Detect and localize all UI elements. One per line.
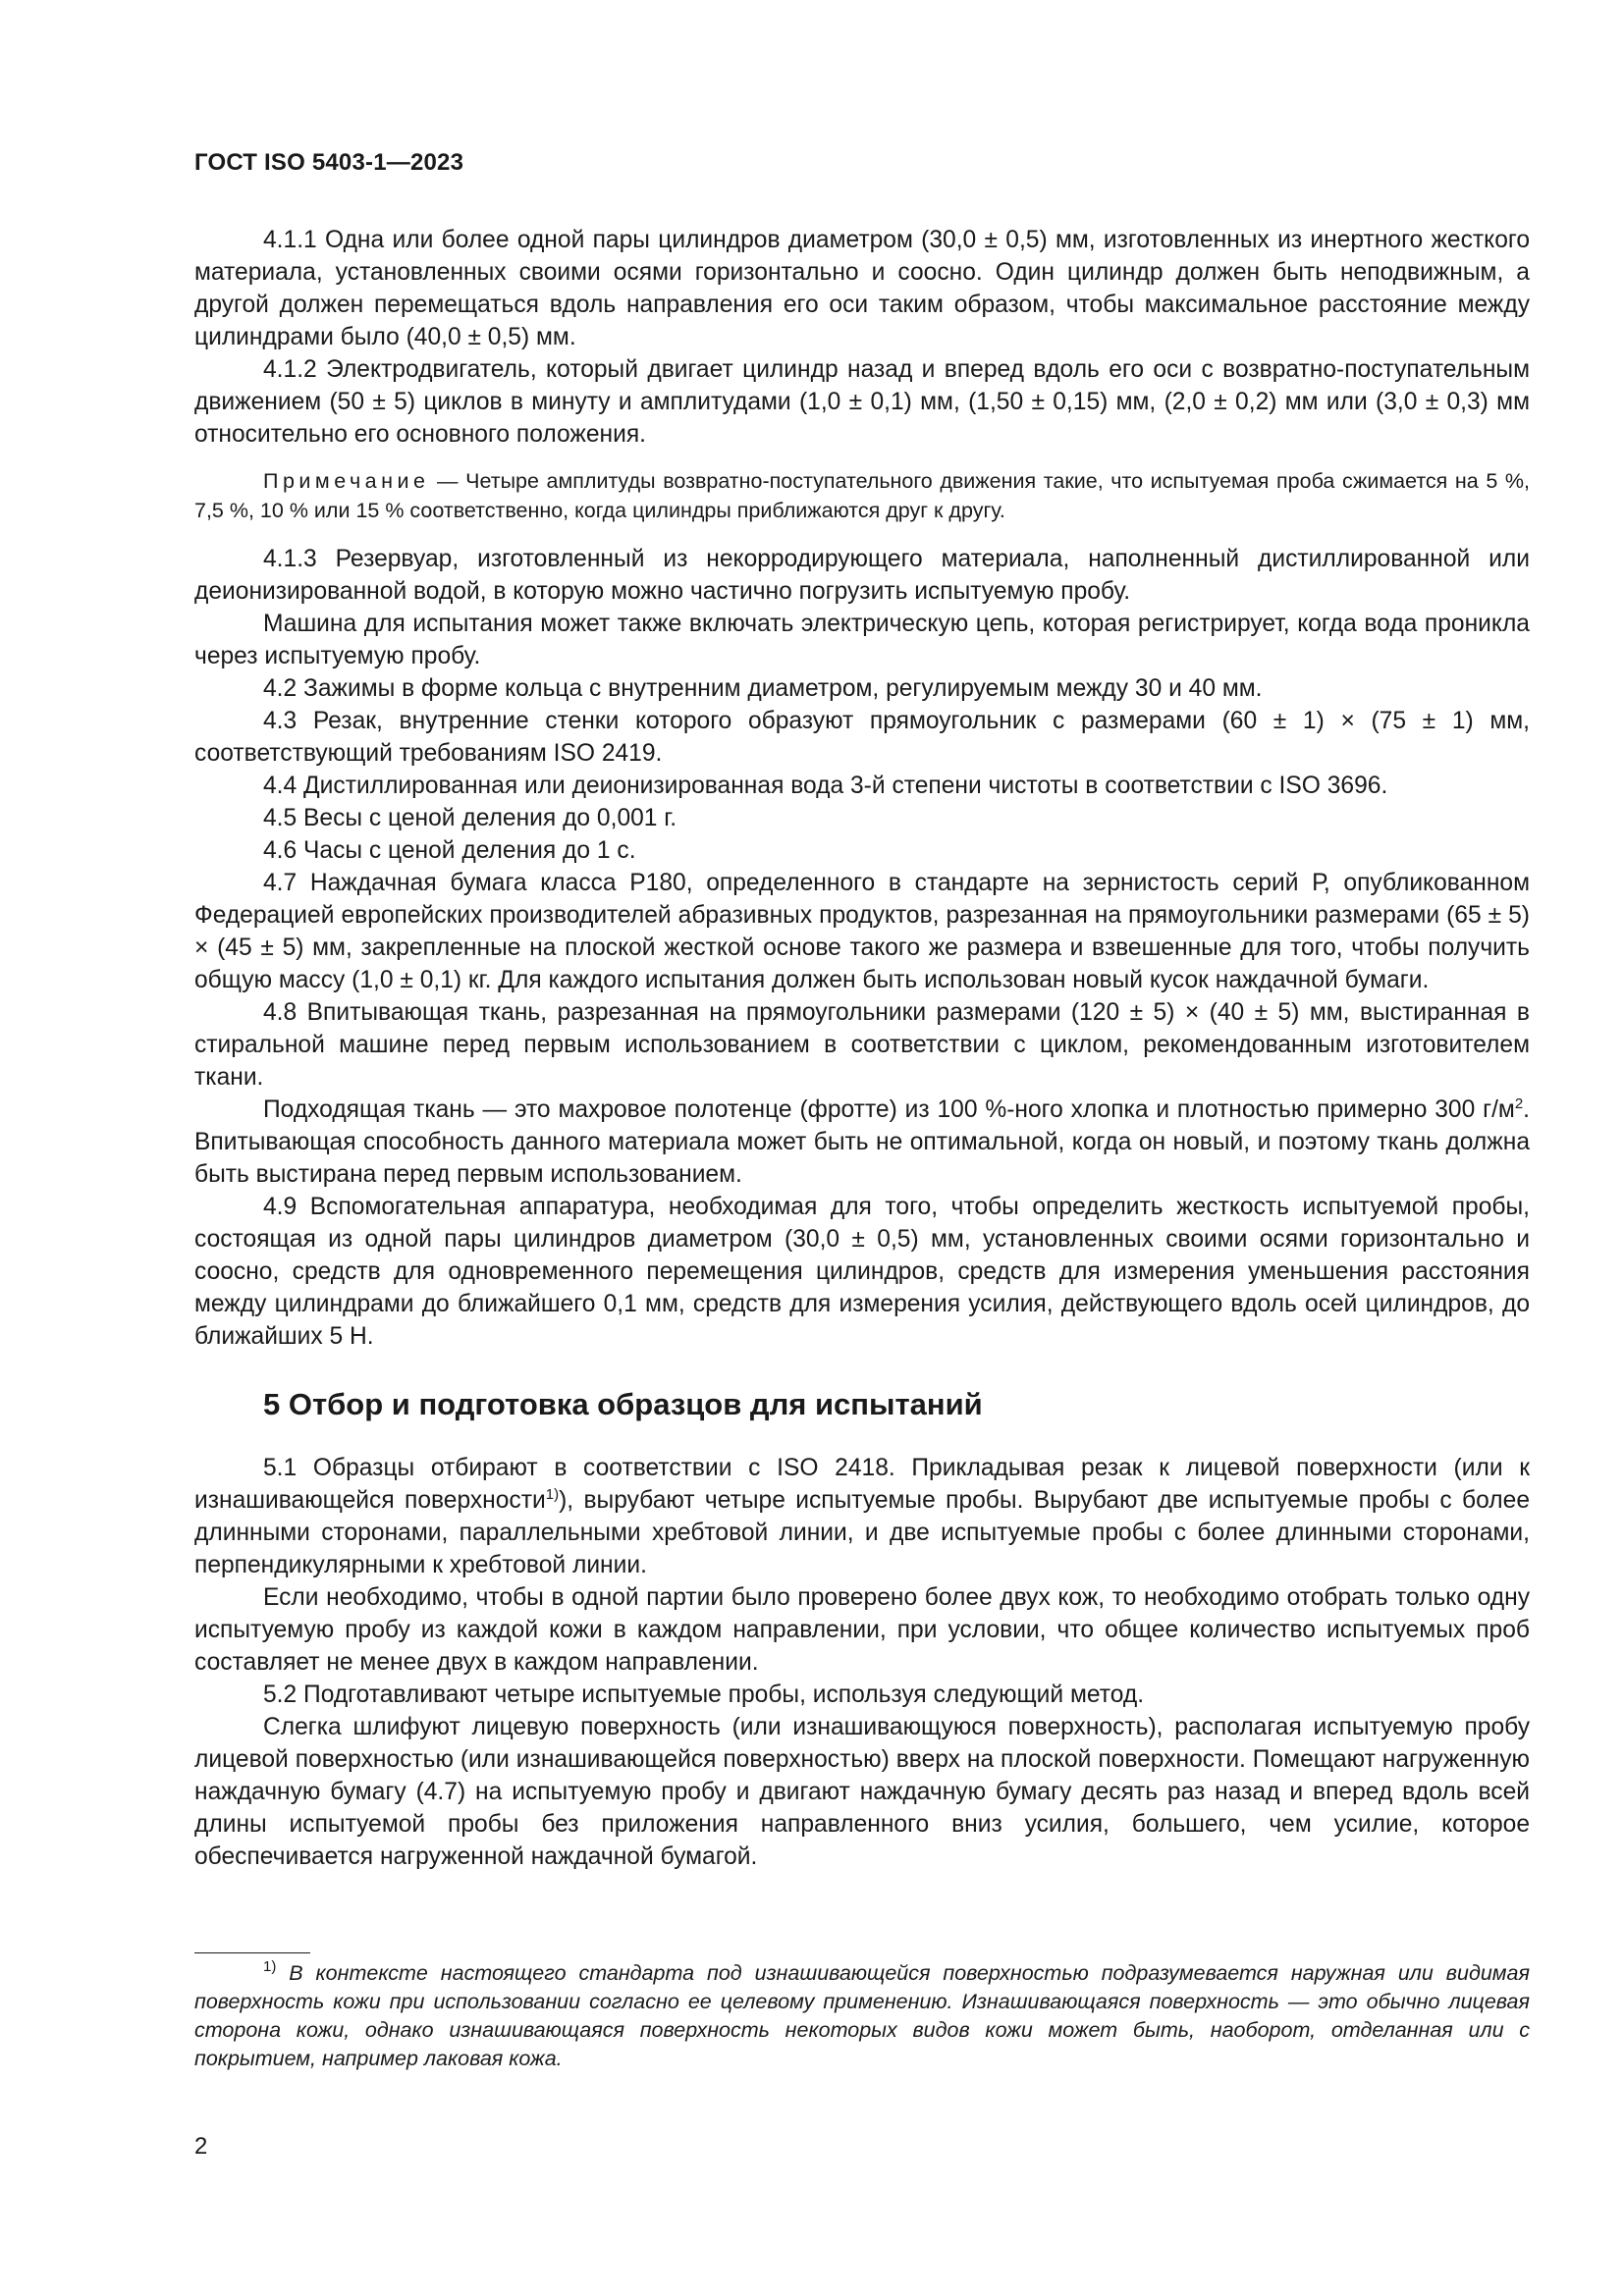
paragraph-4-9: 4.9 Вспомогательная аппаратура, необходимая для того, чтобы определить жесткость испытуемой пробы, состоящая из одной пары цилиндров диаметром (30,0 ± 0,5) мм, установленных своими осями горизонтально и соосно, средств для одновременного перемещения цилиндров, средств для измерения уменьшения расстояния между цилиндрами до ближайшего 0,1 мм, средств для измерения усилия, действующего вдоль осей цилиндров, до ближайших 5 Н. [194,1194,1530,1350]
paragraph-4-8-continued [194,1094,1530,1191]
note-text: — Четыре амплитуды возвратно-поступательного движения такие, что испытуемая проба сжимается на 5 %, 7,5 %, 10 % или 15 % соответственно, когда цилиндры приближаются друг к другу. [194,469,1530,522]
paragraph-4-5: 4.5 Весы с ценой деления до 0,001 г. [263,805,677,831]
footnote-divider [194,1952,310,1953]
paragraph-4-1-1: 4.1.1 Одна или более одной пары цилиндров диаметром (30,0 ± 0,5) мм, изготовленных из инертного жесткого материала, установленных своими осями горизонтально и соосно. Один цилиндр должен быть неподвижным, а другой должен перемещаться вдоль направления его оси таким образом, чтобы максимальное расстояние между цилиндрами было (40,0 ± 0,5) мм. [194,227,1530,350]
paragraph-5-1-text-a: 5.1 Образцы отбирают в соответствии с ISO 2418. Прикладывая резак к лицевой поверхности (или к изнашивающейся поверхности [194,1455,1530,1514]
footnote-text: В контексте настоящего стандарта под изнашивающейся поверхностью подразумевается наружная или видимая поверхность кожи при использовании согласно ее целевому применению. Изнашивающаяся поверхность — это обычно лицевая сторона кожи, однако изнашивающаяся поверхность некоторых видов кожи может быть, наоборот, отделанная или с покрытием, например лаковая кожа. [194,1961,1530,2070]
paragraph-4-1-3: 4.1.3 Резервуар, изготовленный из некорродирующего материала, наполненный дистиллированной или деионизированной водой, в которую можно частично погрузить испытуемую пробу. [194,546,1530,605]
paragraph-5-1-continued: Если необходимо, чтобы в одной партии было проверено более двух кож, то необходимо отобрать только одну испытуемую пробу из каждой кожи в каждом направлении, при условии, что общее количество испытуемых проб составляет не менее двух в каждом направлении. [194,1584,1530,1676]
body-text [194,224,1530,1873]
page-number: 2 [194,2133,208,2160]
footnote-reference: 1) [545,1486,560,1503]
note [194,466,1530,525]
superscript-2: 2 [1514,1095,1524,1112]
paragraph-4-1-2: 4.1.2 Электродвигатель, который двигает цилиндр назад и вперед вдоль его оси с возвратно-поступательным движением (50 ± 5) циклов в минуту и амплитудами (1,0 ± 0,1) мм, (1,50 ± 0,15) мм, (2,0 ± 0,2) мм или (3,0 ± 0,3) мм относительно его основного положения. [194,356,1530,448]
paragraph-5-1 [194,1452,1530,1581]
paragraph-4-3: 4.3 Резак, внутренние стенки которого образуют прямоугольник с размерами (60 ± 1) × (75 ± 1) мм, соответствующий требованиям ISO 2419. [194,708,1530,767]
paragraph-4-4: 4.4 Дистиллированная или деионизированная вода 3-й степени чистоты в соответствии с ISO 3696. [263,773,1388,799]
footnote-1 [194,1959,1530,2073]
paragraph-4-6: 4.6 Часы с ценой деления до 1 с. [263,837,636,864]
paragraph-5-2: 5.2 Подготавливают четыре испытуемые пробы, используя следующий метод. [263,1682,1145,1708]
paragraph-4-8: 4.8 Впитывающая ткань, разрезанная на прямоугольники размерами (120 ± 5) × (40 ± 5) мм, выстиранная в стиральной машине перед первым использованием в соответствии с циклом, рекомендованным изготовителем ткани. [194,999,1530,1091]
paragraph-4-1-3-continued: Машина для испытания может также включать электрическую цепь, которая регистрирует, когда вода проникла через испытуемую пробу. [194,611,1530,669]
document-header: ГОСТ ISO 5403-1—2023 [194,149,464,176]
footnote-mark: 1) [263,1958,277,1975]
footnote [194,1959,1530,2073]
paragraph-4-7: 4.7 Наждачная бумага класса Р180, определенного в стандарте на зернистость серий Р, опубликованном Федерацией европейских производителей абразивных продуктов, разрезанная на прямоугольники размерами (65 ± 5) × (45 ± 5) мм, закрепленные на плоской жесткой основе такого же размера и взвешенные для того, чтобы получить общую массу (1,0 ± 0,1) кг. Для каждого испытания должен быть использован новый кусок наждачной бумаги. [194,870,1530,993]
paragraph-4-2: 4.2 Зажимы в форме кольца с внутренним диаметром, регулируемым между 30 и 40 мм. [263,675,1263,702]
note-label: Примечание [263,469,430,493]
paragraph-4-8-continued-text-b: . Впитывающая способность данного материала может быть не оптимальной, когда он новый, и поэтому ткань должна быть выстирана перед первым использованием. [194,1096,1530,1188]
section-5-heading: 5 Отбор и подготовка образцов для испытаний [263,1387,983,1421]
paragraph-5-1-text-b: ), вырубают четыре испытуемые пробы. Вырубают две испытуемые пробы с более длинными сторонами, параллельными хребтовой линии, и две испытуемые пробы с более длинными сторонами, перпендикулярными к хребтовой линии. [194,1487,1530,1578]
paragraph-5-2-continued: Слегка шлифуют лицевую поверхность (или изнашивающуюся поверхность), располагая испытуемую пробу лицевой поверхностью (или изнашивающейся поверхностью) вверх на плоской поверхности. Помещают нагруженную наждачную бумагу (4.7) на испытуемую пробу и двигают наждачную бумагу десять раз назад и вперед вдоль всей длины испытуемой пробы без приложения направленного вниз усилия, большего, чем усилие, которое обеспечивается нагруженной наждачной бумагой. [194,1714,1530,1870]
paragraph-4-8-continued-text-a: Подходящая ткань — это махровое полотенце (фротте) из 100 %-ного хлопка и плотностью примерно 300 г/м [263,1096,1515,1123]
